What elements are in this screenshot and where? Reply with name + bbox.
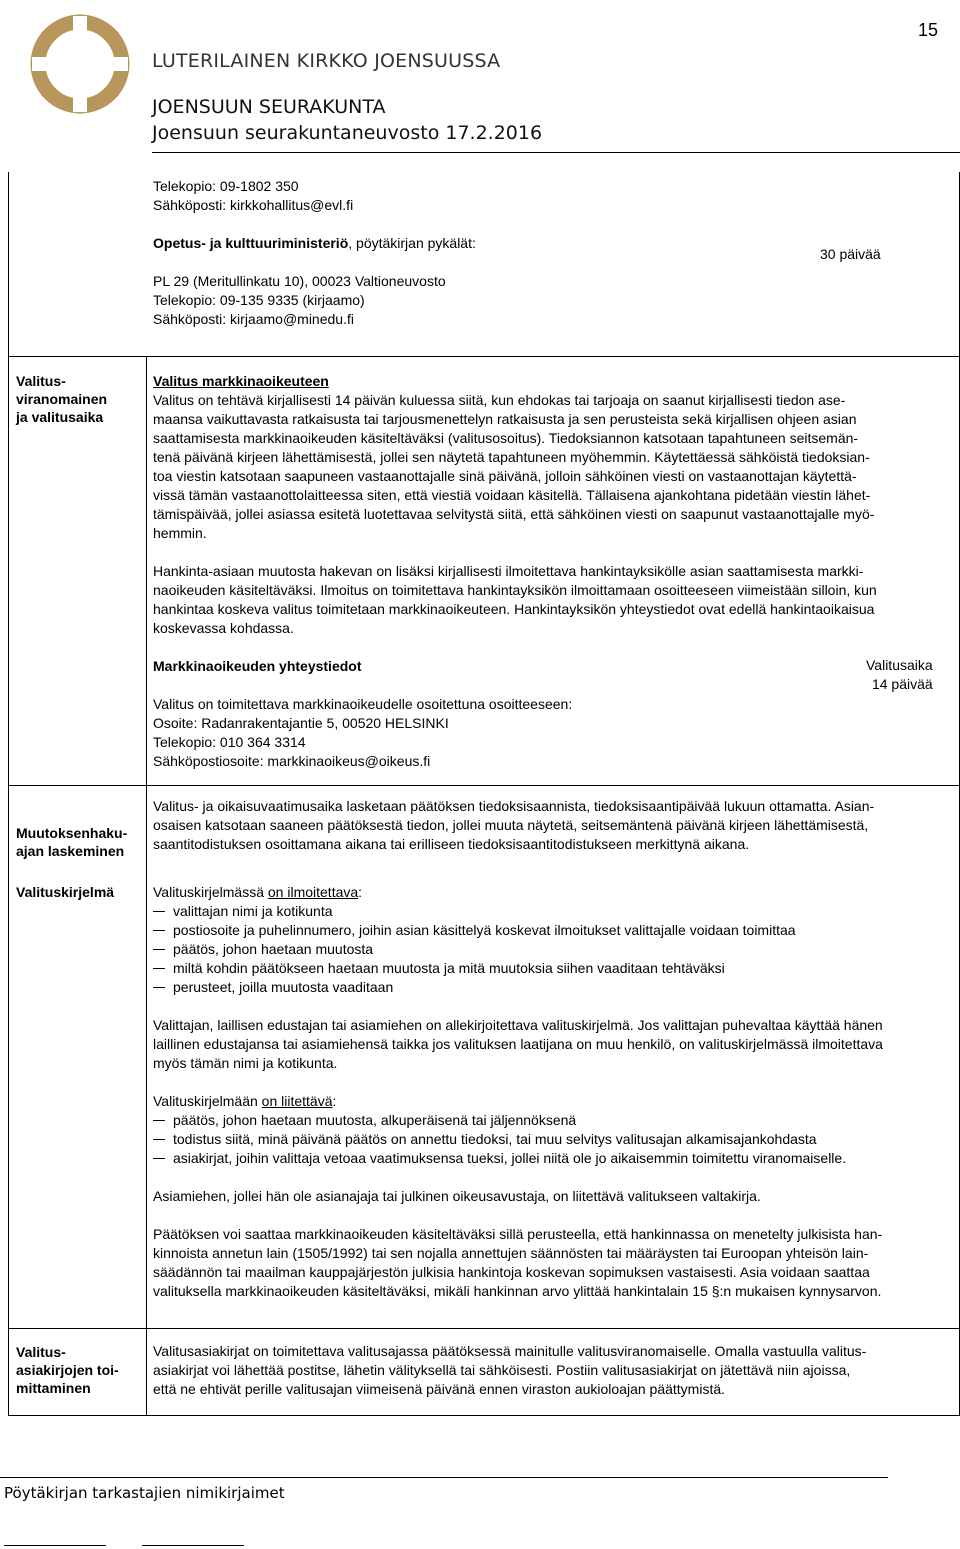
appeal-line: tämispäivää, jollei asiassa esitetä luotettavaa selvitystä siitä, että sähköinen viesti on saapunut vastaanottajalle myö- (153, 506, 875, 522)
appeal-line: Valitus on tehtävä kirjallisesti 14 päivän kuluessa siitä, kun ehdokas tai tarjoaja on saanut kirjallisesti tiedon ase- (153, 392, 846, 408)
appeal-letter-block (153, 883, 883, 1301)
calc-line: osaisen katsotaan saaneen päätöksestä tiedon, jollei muuta näytetä, seitsemäntenä päivänä kirjeen lähettämisestä, (153, 817, 869, 833)
fax-line: Telekopio: 09-1802 350 (153, 178, 299, 194)
attachment-item: asiakirjat, joihin valittaja vetoaa vaatimuksensa tueksi, jollei niitä ole jo aikaisemmin toimitettu viranomaiselle. (153, 1149, 883, 1168)
label-line: Muutoksenhaku- (16, 825, 128, 841)
list-item: valittajan nimi ja kotikunta (153, 902, 883, 921)
parish-name: JOENSUUN SEURAKUNTA (152, 96, 386, 118)
intro-colon: : (358, 884, 363, 900)
label-line: ja valitusaika (16, 409, 104, 425)
docs-line: että ne ehtivät perille valitusajan viimeisenä päivänä ennen viraston aukioloajan päättymistä. (153, 1381, 726, 1397)
list-item: perusteet, joilla muutosta vaaditaan (153, 978, 883, 997)
attachment-item: päätös, johon haetaan muutosta, alkuperäisenä tai jäljennöksenä (153, 1111, 883, 1130)
appeal-block (153, 372, 877, 771)
email2-line: Sähköposti: kirjaamo@minedu.fi (153, 311, 354, 327)
initials-label: Pöytäkirjan tarkastajien nimikirjaimet (4, 1484, 285, 1502)
signing-line: myös tämän nimi ja kotikunta. (153, 1055, 338, 1071)
intro-underlined: on ilmoitettava (267, 884, 359, 900)
appeal-letter-label: Valituskirjelmä (16, 884, 115, 900)
docs-line: asiakirjat voi lähettää postitse, lähetin välityksellä tai sähköisesti. Postiin valitusasiakirjat on jätettävä niin ajoissa, (153, 1362, 851, 1378)
label-line: asiakirjojen toi- (16, 1362, 119, 1378)
appeal-line: maansa vaikuttavasta ratkaisusta tai tarjousmenettelyn ratkaisusta ja sen perusteista sekä kirjallisen ohjeen asian (153, 411, 857, 427)
header-divider (152, 152, 960, 153)
label-line: mittaminen (16, 1380, 91, 1396)
documents-delivery-label (16, 1343, 138, 1397)
label-line: ajan laskeminen (16, 843, 125, 859)
email-line: Sähköposti: kirkkohallitus@evl.fi (153, 197, 354, 213)
notice-line: naoikeuden käsiteltäväksi. Ilmoitus on toimitettava hankintayksikön ilmoittamaan osoitteeseen viimeistään silloin, kun (153, 582, 877, 598)
docs-line: Valitusasiakirjat on toimitettava valitusajassa päätöksessä mainitulle valitusviranomaiselle. Omalla vastuulla valitus- (153, 1343, 867, 1359)
row-divider (8, 1328, 959, 1329)
signing-line: laillinen edustajansa tai asiamiehensä taikka jos valituksen laatijana on muu henkilö, on valituskirjelmässä ilmoitettava (153, 1036, 883, 1052)
contact-line: Valitus on toimitettava markkinaoikeudelle osoitettuna osoitteeseen: (153, 696, 573, 712)
address-line: PL 29 (Meritullinkatu 10), 00023 Valtioneuvosto (153, 273, 446, 289)
final-line: kinnoista annetun lain (1505/1992) tai sen nojalla annettujen säännösten tai määräysten tai Euroopan yhteisön lain- (153, 1245, 869, 1261)
contact-line: Telekopio: 010 364 3314 (153, 734, 306, 750)
documents-delivery-block (153, 1342, 866, 1399)
list-item: postiosoite ja puhelinnumero, joihin asian käsittelyä koskevat ilmoitukset valittajalle voidaan toimittaa (153, 921, 883, 940)
page-number: 15 (917, 20, 938, 40)
list-item: miltä kohdin päätökseen haetaan muutosta ja mitä muutoksia siihen vaaditaan tehtäväksi (153, 959, 883, 978)
final-line: säädännön tai maailman kauppajärjestön julkisia hankintoja koskevan sopimuksen vastaisesti. Asia voidaan saattaa (153, 1264, 870, 1280)
contact-line: Sähköpostiosoite: markkinaoikeus@oikeus.fi (153, 753, 431, 769)
appeal-time-block (866, 656, 933, 694)
label-line: Valitus- (16, 1344, 66, 1360)
appeal-line: tenä päivänä kirjeen lähettämisestä, jollei sen näytetä tapahtuneen myöhemmin. Käytettäessä sähköistä tiedoksian- (153, 449, 870, 465)
appeal-time-label: Valitusaika (866, 657, 933, 673)
intro-text: Valituskirjelmässä (153, 884, 268, 900)
row-divider (8, 785, 959, 786)
signing-paragraph (153, 1016, 883, 1073)
notice-line: Hankinta-asiaan muutosta hakevan on lisäksi kirjallisesti ilmoitettava hankintayksikölle asian saattamisesta markki- (153, 563, 864, 579)
final-line: Päätöksen voi saattaa markkinaoikeuden käsiteltäväksi sillä perusteella, että hankinnassa on menetelty julkisista han- (153, 1226, 883, 1242)
attach-underlined: on liitettävä (261, 1093, 333, 1109)
attach-intro (153, 1092, 883, 1111)
row-divider (8, 1415, 959, 1416)
calc-line: Valitus- ja oikaisuvaatimusaika lasketaan päätöksen tiedoksisaannista, tiedoksisaantipäivää lukuun ottamatta. Asian- (153, 798, 875, 814)
ministry-line (153, 234, 476, 253)
notice-paragraph (153, 562, 877, 638)
calculation-block (153, 797, 874, 854)
attach-colon: : (332, 1093, 337, 1109)
contact-line: Osoite: Radanrakentajantie 5, 00520 HELSINKI (153, 715, 449, 731)
notice-line: koskevassa kohdassa. (153, 620, 294, 636)
attach-text: Valituskirjelmään (153, 1093, 262, 1109)
signing-line: Valittajan, laillisen edustajan tai asiamiehen on allekirjoitettava valituskirjelmä. Jos valittajan puhevaltaa käyttää hänen (153, 1017, 883, 1033)
letter-intro (153, 883, 883, 902)
initials-line[interactable] (142, 1545, 244, 1546)
calculation-label (16, 824, 138, 860)
ministry-suffix: , pöytäkirjan pykälät: (348, 235, 476, 251)
appeal-line: toa viestin katsotaan saapuneen vastaanottajalle sinä päivänä, jolloin sähköinen viesti on vastaanottajan käytettä- (153, 468, 857, 484)
calc-line: saantitodistuksen osoittamana aikana tai erilliseen tiedoksisaantitodistukseen merkittynä aikana. (153, 836, 750, 852)
ministry-name: Opetus- ja kulttuuriministeriö (153, 235, 349, 251)
appeal-line: saattamisesta markkinaoikeuden käsiteltäväksi (valitusosoitus). Tiedoksiannon katsotaan tapahtuneen seitsemän- (153, 430, 859, 446)
church-logo-icon (30, 14, 130, 114)
proxy-line: Asiamiehen, jollei hän ole asianajaja tai julkinen oikeusavustaja, on liitettävä valitukseen valtakirja. (153, 1188, 761, 1204)
fax2-line: Telekopio: 09-135 9335 (kirjaamo) (153, 292, 365, 308)
initials-line[interactable] (4, 1545, 106, 1546)
final-line: valituksella markkinaoikeuden käsiteltäväksi, mikäli hankinnan arvo ylittää hankintalain 15 §:n mukaisen kynnysarvon. (153, 1283, 882, 1299)
footer-divider (0, 1477, 888, 1478)
label-line: viranomainen (16, 391, 108, 407)
appeal-line: vissä tämän vastaanottolaitteessa siten, että viestiä voidaan käsitellä. Tällaisena ajankohtana pidetään viestin lähet- (153, 487, 871, 503)
label-line: Valitus- (16, 373, 66, 389)
top-contact-block (153, 177, 476, 329)
attachment-item: todistus siitä, minä päivänä päätös on annettu tiedoksi, tai muu selvitys valitusajan alkamisajankohdasta (153, 1130, 883, 1149)
final-paragraph (153, 1225, 883, 1301)
column-divider (146, 356, 147, 1416)
meeting-title: Joensuun seurakuntaneuvosto 17.2.2016 (152, 122, 543, 144)
appeal-authority-label (16, 372, 138, 426)
appeal-heading: Valitus markkinaoikeuteen (153, 373, 329, 389)
appeal-line: hemmin. (153, 525, 207, 541)
row-divider (8, 356, 959, 357)
notice-line: hankintaa koskeva valitus toimitetaan markkinaoikeuteen. Hankintayksikön yhteystiedot ovat edellä hankintaoikaisua (153, 601, 875, 617)
contact-heading: Markkinaoikeuden yhteystiedot (153, 658, 362, 674)
organization-name: LUTERILAINEN KIRKKO JOENSUUSSA (152, 50, 501, 72)
list-item: päätös, johon haetaan muutosta (153, 940, 883, 959)
appeal-time-value: 14 päivää (871, 676, 933, 692)
appeal-days: 30 päivää (820, 246, 881, 262)
